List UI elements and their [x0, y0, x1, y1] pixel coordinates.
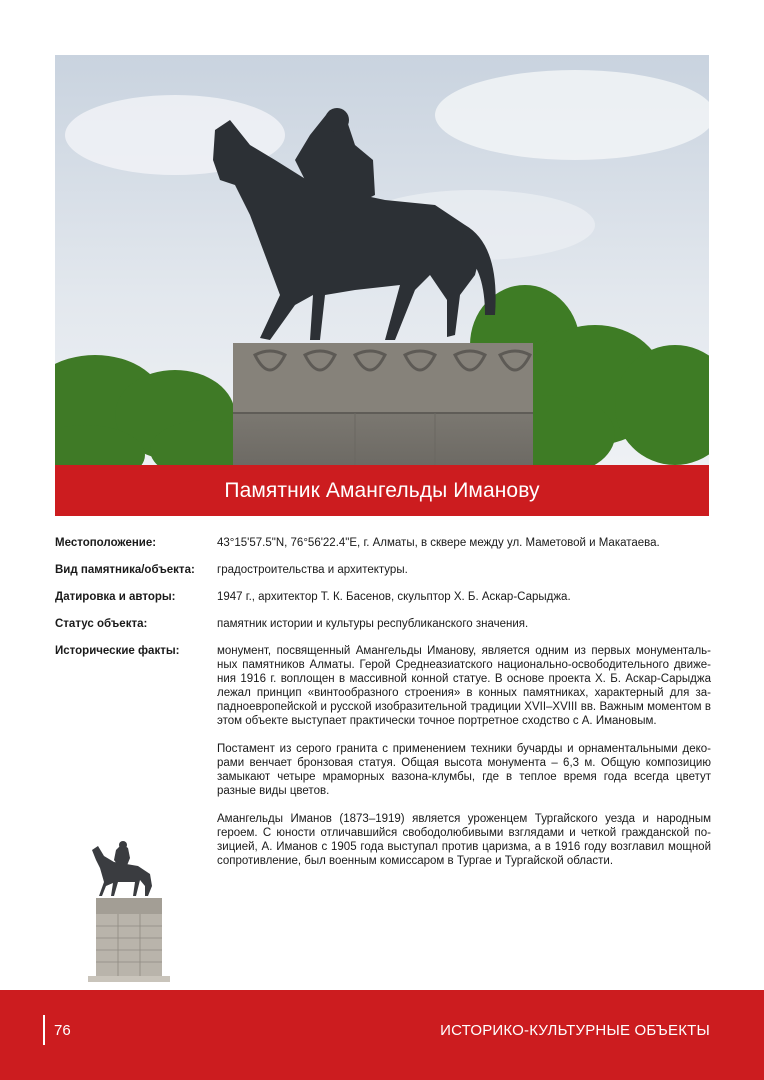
field-dating — [55, 590, 711, 617]
history-paragraph: Амангельды Иманов (1873–1919) является уроженцем Тургайского уезда и народным героем. С юности отличавшийся свободолюбивыми взглядами и четкой гражданской по-зицией, А. Иманов с 1905 года выступал против царизма, а в 1916 году возглавил мощной сопротивление, был военным комиссаром в Тургае и Тургайской области. — [217, 813, 711, 867]
field-location — [55, 530, 711, 563]
field-label: Вид памятника/объекта: — [55, 564, 195, 576]
history-text — [217, 644, 711, 868]
section-title: ИСТОРИКО-КУЛЬТУРНЫЕ ОБЪЕКТЫ — [440, 1022, 710, 1039]
info-section — [55, 530, 711, 882]
footer-divider — [43, 1015, 45, 1045]
history-paragraph: монумент, посвященный Амангельды Иманову, является одним из первых монументаль-ных памятников Алматы. Герой Среднеазиатского национально-освободительного движе-ния 1916 г. воплощен в массивной конной статуе. В основе проекта Х. Б. Аскар-Сарыджа лежал принцип «винтообразного строения» в конных памятниках, характерный для за-падноевропейской и русской изобразительной традиции XVII–XVIII вв. Важным моментом в этом объекте выступает практически точное портретное сходство с А. Имановым. — [217, 645, 711, 727]
field-label: Исторические факты: — [55, 645, 180, 657]
field-value: 1947 г., архитектор Т. К. Басенов, скульптор Х. Б. Аскар-Сарыджа. — [217, 591, 571, 603]
field-type — [55, 563, 711, 590]
field-label: Датировка и авторы: — [55, 591, 176, 603]
field-value: градостроительства и архитектуры. — [217, 564, 408, 576]
monument-photo — [55, 55, 709, 465]
history-paragraph: Постамент из серого гранита с применением техники бучарды и орнаментальными деко-рами венчает бронзовая статуя. Общая высота монумента – 6,3 м. Общую композицию замыкают четыре мраморных вазона-клумбы, где в теплое время года всегда цветут разные виды цветов. — [217, 743, 711, 797]
page-number: 76 — [54, 1022, 71, 1039]
monument-thumbnail — [78, 838, 180, 986]
field-history — [55, 644, 711, 868]
field-label: Статус объекта: — [55, 618, 148, 630]
monument-title: Памятник Амангельды Иманову — [55, 465, 709, 516]
field-label: Местоположение: — [55, 537, 157, 549]
field-status — [55, 617, 711, 644]
field-value: памятник истории и культуры республиканского значения. — [217, 618, 529, 630]
page-footer — [0, 990, 764, 1080]
field-value: 43°15'57.5"N, 76°56'22.4"E, г. Алматы, в сквере между ул. Маметовой и Макатаева. — [217, 537, 660, 549]
